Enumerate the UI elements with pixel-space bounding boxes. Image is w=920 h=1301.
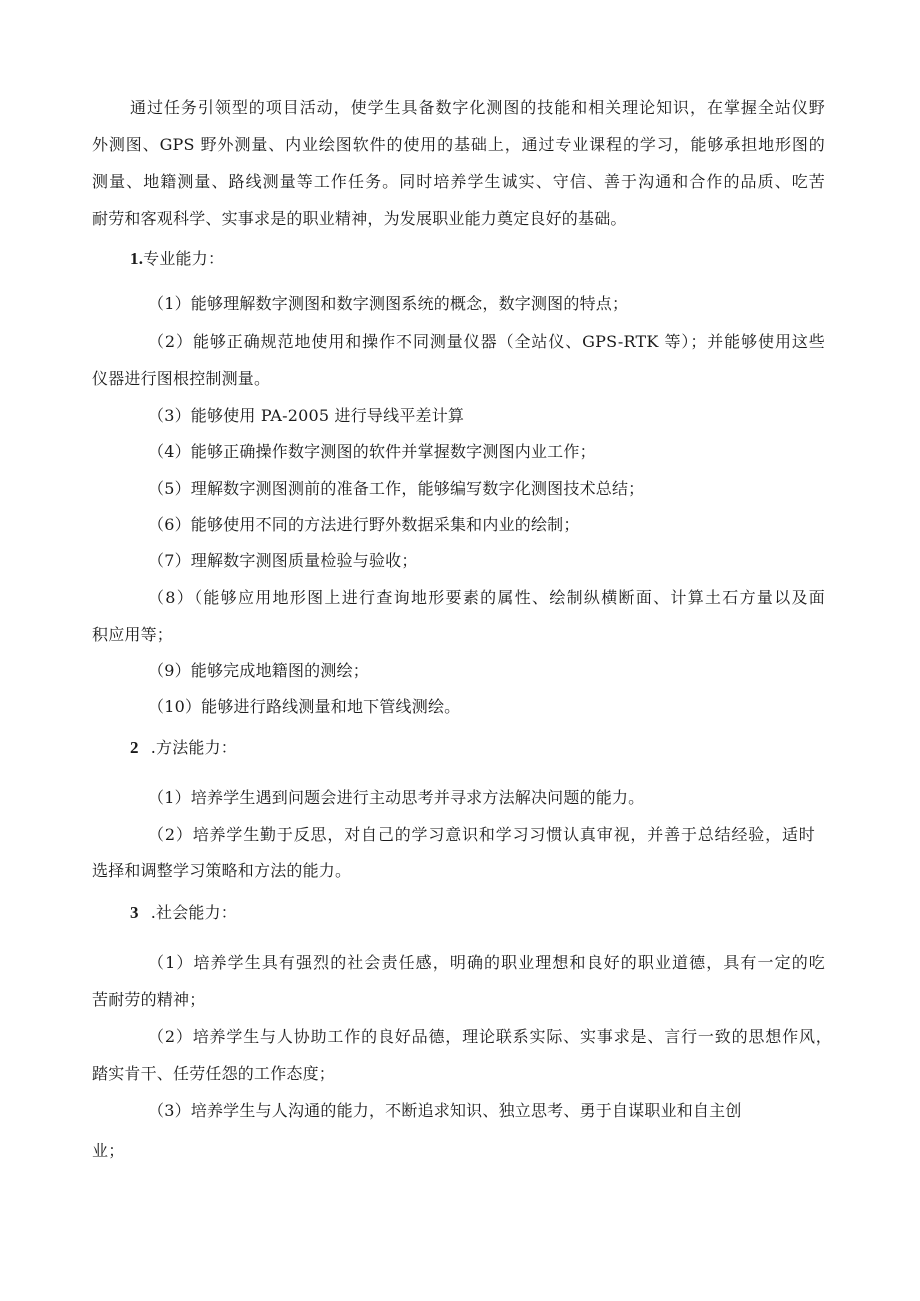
section-1-item: （1）能够理解数字测图和数字测图系统的概念，数字测图的特点； [148,294,629,313]
section-3-title: .社会能力： [150,903,237,922]
section-1-item: （6）能够使用不同的方法进行野外数据采集和内业的绘制； [148,515,580,534]
section-2-heading [130,738,237,758]
section-2-item: （1）培养学生遇到问题会进行主动思考并寻求方法解决问题的能力。 [148,788,645,807]
section-1-item: （4）能够正确操作数字测图的软件并掌握数字测图内业工作； [148,442,596,461]
section-1-item: （5）理解数字测图测前的准备工作，能够编写数字化测图技术总结； [148,479,645,498]
section-2-number: 2 [130,738,139,757]
section-2-item-continuation: 选择和调整学习策略和方法的能力。 [92,861,352,880]
intro-line-1: 通过任务引领型的项目活动，使学生具备数字化测图的技能和相关理论知识，在掌握全站仪野 [130,98,825,117]
section-3-item-continuation: 踏实肯干、任劳任怨的工作态度； [92,1064,336,1083]
section-1-title: 专业能力： [143,249,225,268]
section-2-title: .方法能力： [150,738,237,757]
section-2-item: （2）培养学生勤于反思，对自己的学习意识和学习习惯认真审视，并善于总结经验，适时 [148,825,815,844]
section-1-item: （3）能够使用 PA-2005 进行导线平差计算 [148,406,465,425]
section-1-item: （8）（能够应用地形图上进行查询地形要素的属性、绘制纵横断面、计算土石方量以及面 [148,588,825,607]
section-1-heading [130,249,224,269]
section-1-item: （10）能够进行路线测量和地下管线测绘。 [148,697,461,716]
section-1-item: （2）能够正确规范地使用和操作不同测量仪器（全站仪、GPS-RTK 等）；并能够使用这些 [148,332,825,351]
intro-line-4: 耐劳和客观科学、实事求是的职业精神，为发展职业能力奠定良好的基础。 [92,209,627,228]
intro-line-3: 测量、地籍测量、路线测量等工作任务。同时培养学生诚实、守信、善于沟通和合作的品质、吃苦 [92,172,825,191]
section-1-item-continuation: 仪器进行图根控制测量。 [92,369,271,388]
section-3-number: 3 [130,903,139,922]
section-1-item: （7）理解数字测图质量检验与验收； [148,551,418,570]
section-3-item-continuation: 业； [92,1141,125,1160]
section-3-item-continuation: 苦耐劳的精神； [92,990,206,1009]
section-3-item: （2）培养学生与人协助工作的良好品德，理论联系实际、实事求是、言行一致的思想作风， [148,1027,832,1046]
section-1-number: 1. [130,249,144,268]
intro-line-2: 外测图、GPS 野外测量、内业绘图软件的使用的基础上，通过专业课程的学习，能够承担地形图的 [92,135,825,154]
section-1-item-continuation: 积应用等； [92,625,174,644]
section-3-heading [130,903,237,923]
section-3-item: （1）培养学生具有强烈的社会责任感，明确的职业理想和良好的职业道德，具有一定的吃 [148,953,825,972]
section-1-item: （9）能够完成地籍图的测绘； [148,661,369,680]
section-3-item: （3）培养学生与人沟通的能力，不断追求知识、独立思考、勇于自谋职业和自主创 [148,1101,742,1120]
